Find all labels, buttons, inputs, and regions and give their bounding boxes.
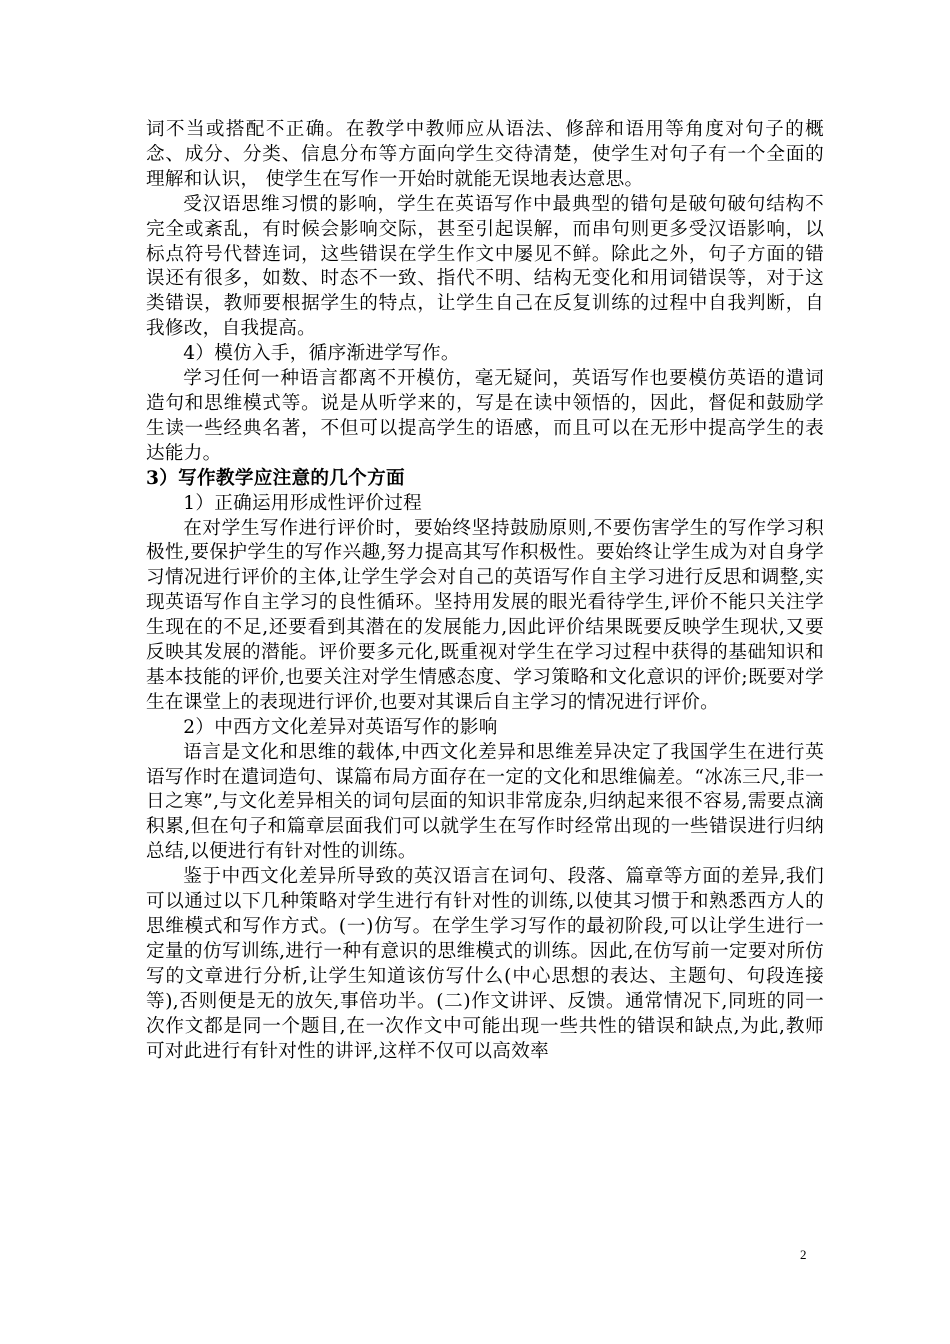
subheading-2: 2）中西方文化差异对英语写作的影响: [183, 716, 498, 738]
section-heading-3: 3）写作教学应注意的几个方面: [146, 467, 405, 489]
paragraph-2: 受汉语思维习惯的影响，学生在英语写作中最典型的错句是破句破句结构不完全或紊乱，有时候会影响交际，甚至引起误解，而串句则更多受汉语影响，以标点符号代替连词，这些错误在学生作文中屡见不鲜。除此之外，句子方面的错误还有很多，如数、时态不一致、指代不明、结构无变化和用词错误等，对于这类错误，教师要根据学生的特点，让学生自己在反复训练的过程中自我判断，自我修改，自我提高。: [146, 193, 824, 340]
paragraph-7: 鉴于中西文化差异所导致的英汉语言在词句、段落、篇章等方面的差异,我们可以通过以下几种策略对学生进行有针对性的训练,以使其习惯于和熟悉西方人的思维模式和写作方式。(一)仿写。在学生学习写作的最初阶段,可以让学生进行一定量的仿写训练,进行一种有意识的思维模式的训练。因此,在仿写前一定要对所仿写的文章进行分析,让学生知道该仿写什么(中心思想的表达、主题句、句段连接等),否则便是无的放矢,事倍功半。(二)作文讲评、反馈。通常情况下,同班的同一次作文都是同一个题目,在一次作文中可能出现一些共性的错误和缺点,为此,教师可对此进行有针对性的讲评,这样不仅可以高效率: [146, 866, 824, 1062]
page-number: 2: [800, 1247, 807, 1262]
paragraph-5: 在对学生写作进行评价时，要始终坚持鼓励原则,不要伤害学生的写作学习积极性,要保护学生的写作兴趣,努力提高其写作积极性。要始终让学生成为对自身学习情况进行评价的主体,让学生学会对自己的英语写作自主学习进行反思和调整,实现英语写作自主学习的良性循环。坚持用发展的眼光看待学生,评价不能只关注学生现在的不足,还要看到其潜在的发展能力,因此评价结果既要反映学生现状,又要反映其发展的潜能。评价要多元化,既重视对学生在学习过程中获得的基础知识和基本技能的评价,也要关注对学生情感态度、学习策略和文化意识的评价;既要对学生在课堂上的表现进行评价,也要对其课后自主学习的情况进行评价。: [146, 517, 824, 713]
paragraph-4: 学习任何一种语言都离不开模仿，毫无疑问，英语写作也要模仿英语的遣词造句和思维模式等。说是从听学来的，写是在读中领悟的，因此，督促和鼓励学生读一些经典名著，不但可以提高学生的语感，而且可以在无形中提高学生的表达能力。: [146, 368, 824, 464]
subheading-1: 1）正确运用形成性评价过程: [183, 492, 423, 514]
paragraph-6: 语言是文化和思维的载体,中西文化差异和思维差异决定了我国学生在进行英语写作时在遣词造句、谋篇布局方面存在一定的文化和思维偏差。“冰冻三尺,非一日之寒”,与文化差异相关的词句层面的知识非常庞杂,归纳起来很不容易,需要点滴积累,但在句子和篇章层面我们可以就学生在写作时经常出现的一些错误进行归纳总结,以便进行有针对性的训练。: [146, 741, 824, 863]
paragraph-1: 词不当或搭配不正确。在教学中教师应从语法、修辞和语用等角度对句子的概念、成分、分类、信息分布等方面向学生交待清楚，使学生对句子有一个全面的理解和认识， 使学生在写作一开始时就能无误地表达意思。: [146, 119, 824, 190]
paragraph-3: 4）模仿入手，循序渐进学写作。: [183, 343, 460, 365]
document-body: [146, 118, 824, 1064]
